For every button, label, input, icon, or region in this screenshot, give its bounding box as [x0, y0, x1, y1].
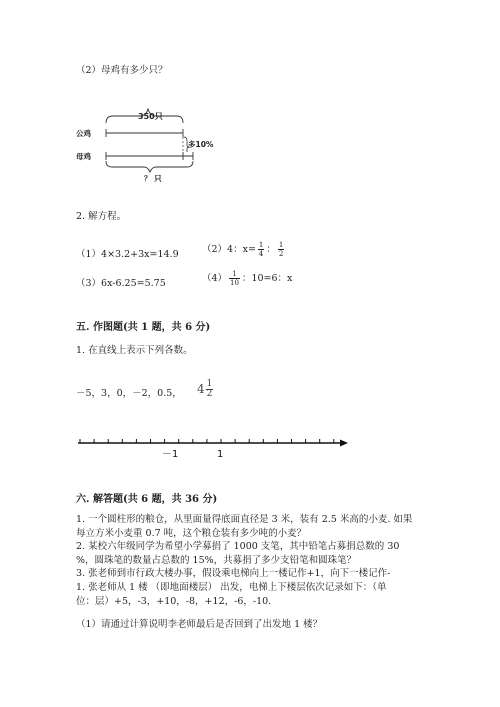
section-5-question-1: 1. 在直线上表示下列各数。: [76, 345, 193, 356]
unknown-label: ？ 只: [144, 174, 162, 183]
label-minus-one: －1: [162, 449, 179, 460]
s6-line: 3. 张老师到市行政大楼办事，假设乘电梯向上一楼记作+1，向下一楼记作-: [76, 568, 391, 580]
total-label: 350只: [138, 112, 163, 121]
more-label: 多10%: [188, 140, 214, 149]
question-2-subtitle: （2）母鸡有多少只？: [76, 65, 168, 76]
equation-1: （1）4×3.2+3x=14.9: [76, 249, 179, 260]
fraction-one-half: $\frac{1}{2}$: [278, 241, 284, 258]
s6-line: 2. 某校六年级同学为希望小学募捐了 1000 支笔，其中铅笔占募捐总数的 30: [76, 541, 400, 553]
equation-4: （4） $\frac{1}{10}$ ：10=6：x: [202, 270, 293, 287]
hen-label: 母鸡: [76, 152, 91, 161]
mixed-number: 4 $\frac{1}{2}$: [197, 379, 213, 399]
equation-3: （3）6x-6.25=5.75: [76, 278, 166, 289]
section-6-sub-question-1: （1）请通过计算说明李老师最后是否回到了出发地 1 楼？: [76, 619, 323, 630]
s6-line: 1. 张老师从 1 楼 （即地面楼层） 出发，电梯上下楼层依次记录如下：（单: [76, 581, 387, 593]
numbers-to-plot: －5，3，0，－2，0.5，: [76, 388, 182, 399]
section-2-title: 2. 解方程。: [76, 211, 127, 222]
section-5-title: 五. 作图题(共 1 题，共 6 分): [76, 322, 211, 333]
arrow-icon: [340, 440, 348, 447]
number-line: [70, 434, 360, 462]
section-6-title: 六. 解答题(共 6 题，共 36 分): [76, 494, 218, 505]
equation-2: （2）4：x= $\frac{1}{4}$ ： $\frac{1}{2}$: [202, 241, 284, 258]
fraction-one-tenth: $\frac{1}{10}$: [230, 270, 239, 287]
line-segment-diagram: [70, 105, 250, 185]
s6-line: 位：层）+5，-3，+10，-8，+12，-6，-10.: [76, 595, 272, 607]
bottom-brace: [106, 161, 193, 172]
label-one: 1: [217, 449, 224, 460]
section-6-body: [76, 513, 412, 608]
rooster-label: 公鸡: [76, 129, 91, 138]
s6-line: %，圆珠笔的数量占总数的 15%，共募捐了多少支铅笔和圆珠笔？: [76, 554, 357, 566]
s6-line: 每立方米小麦重 0.7 吨，这个粮仓装有多少吨的小麦？: [76, 527, 307, 539]
s6-line: 1. 一个圆柱形的粮仓，从里面量得底面直径是 3 米，装有 2.5 米高的小麦. 如果: [76, 514, 413, 525]
fraction-one-quarter: $\frac{1}{4}$: [258, 241, 264, 258]
